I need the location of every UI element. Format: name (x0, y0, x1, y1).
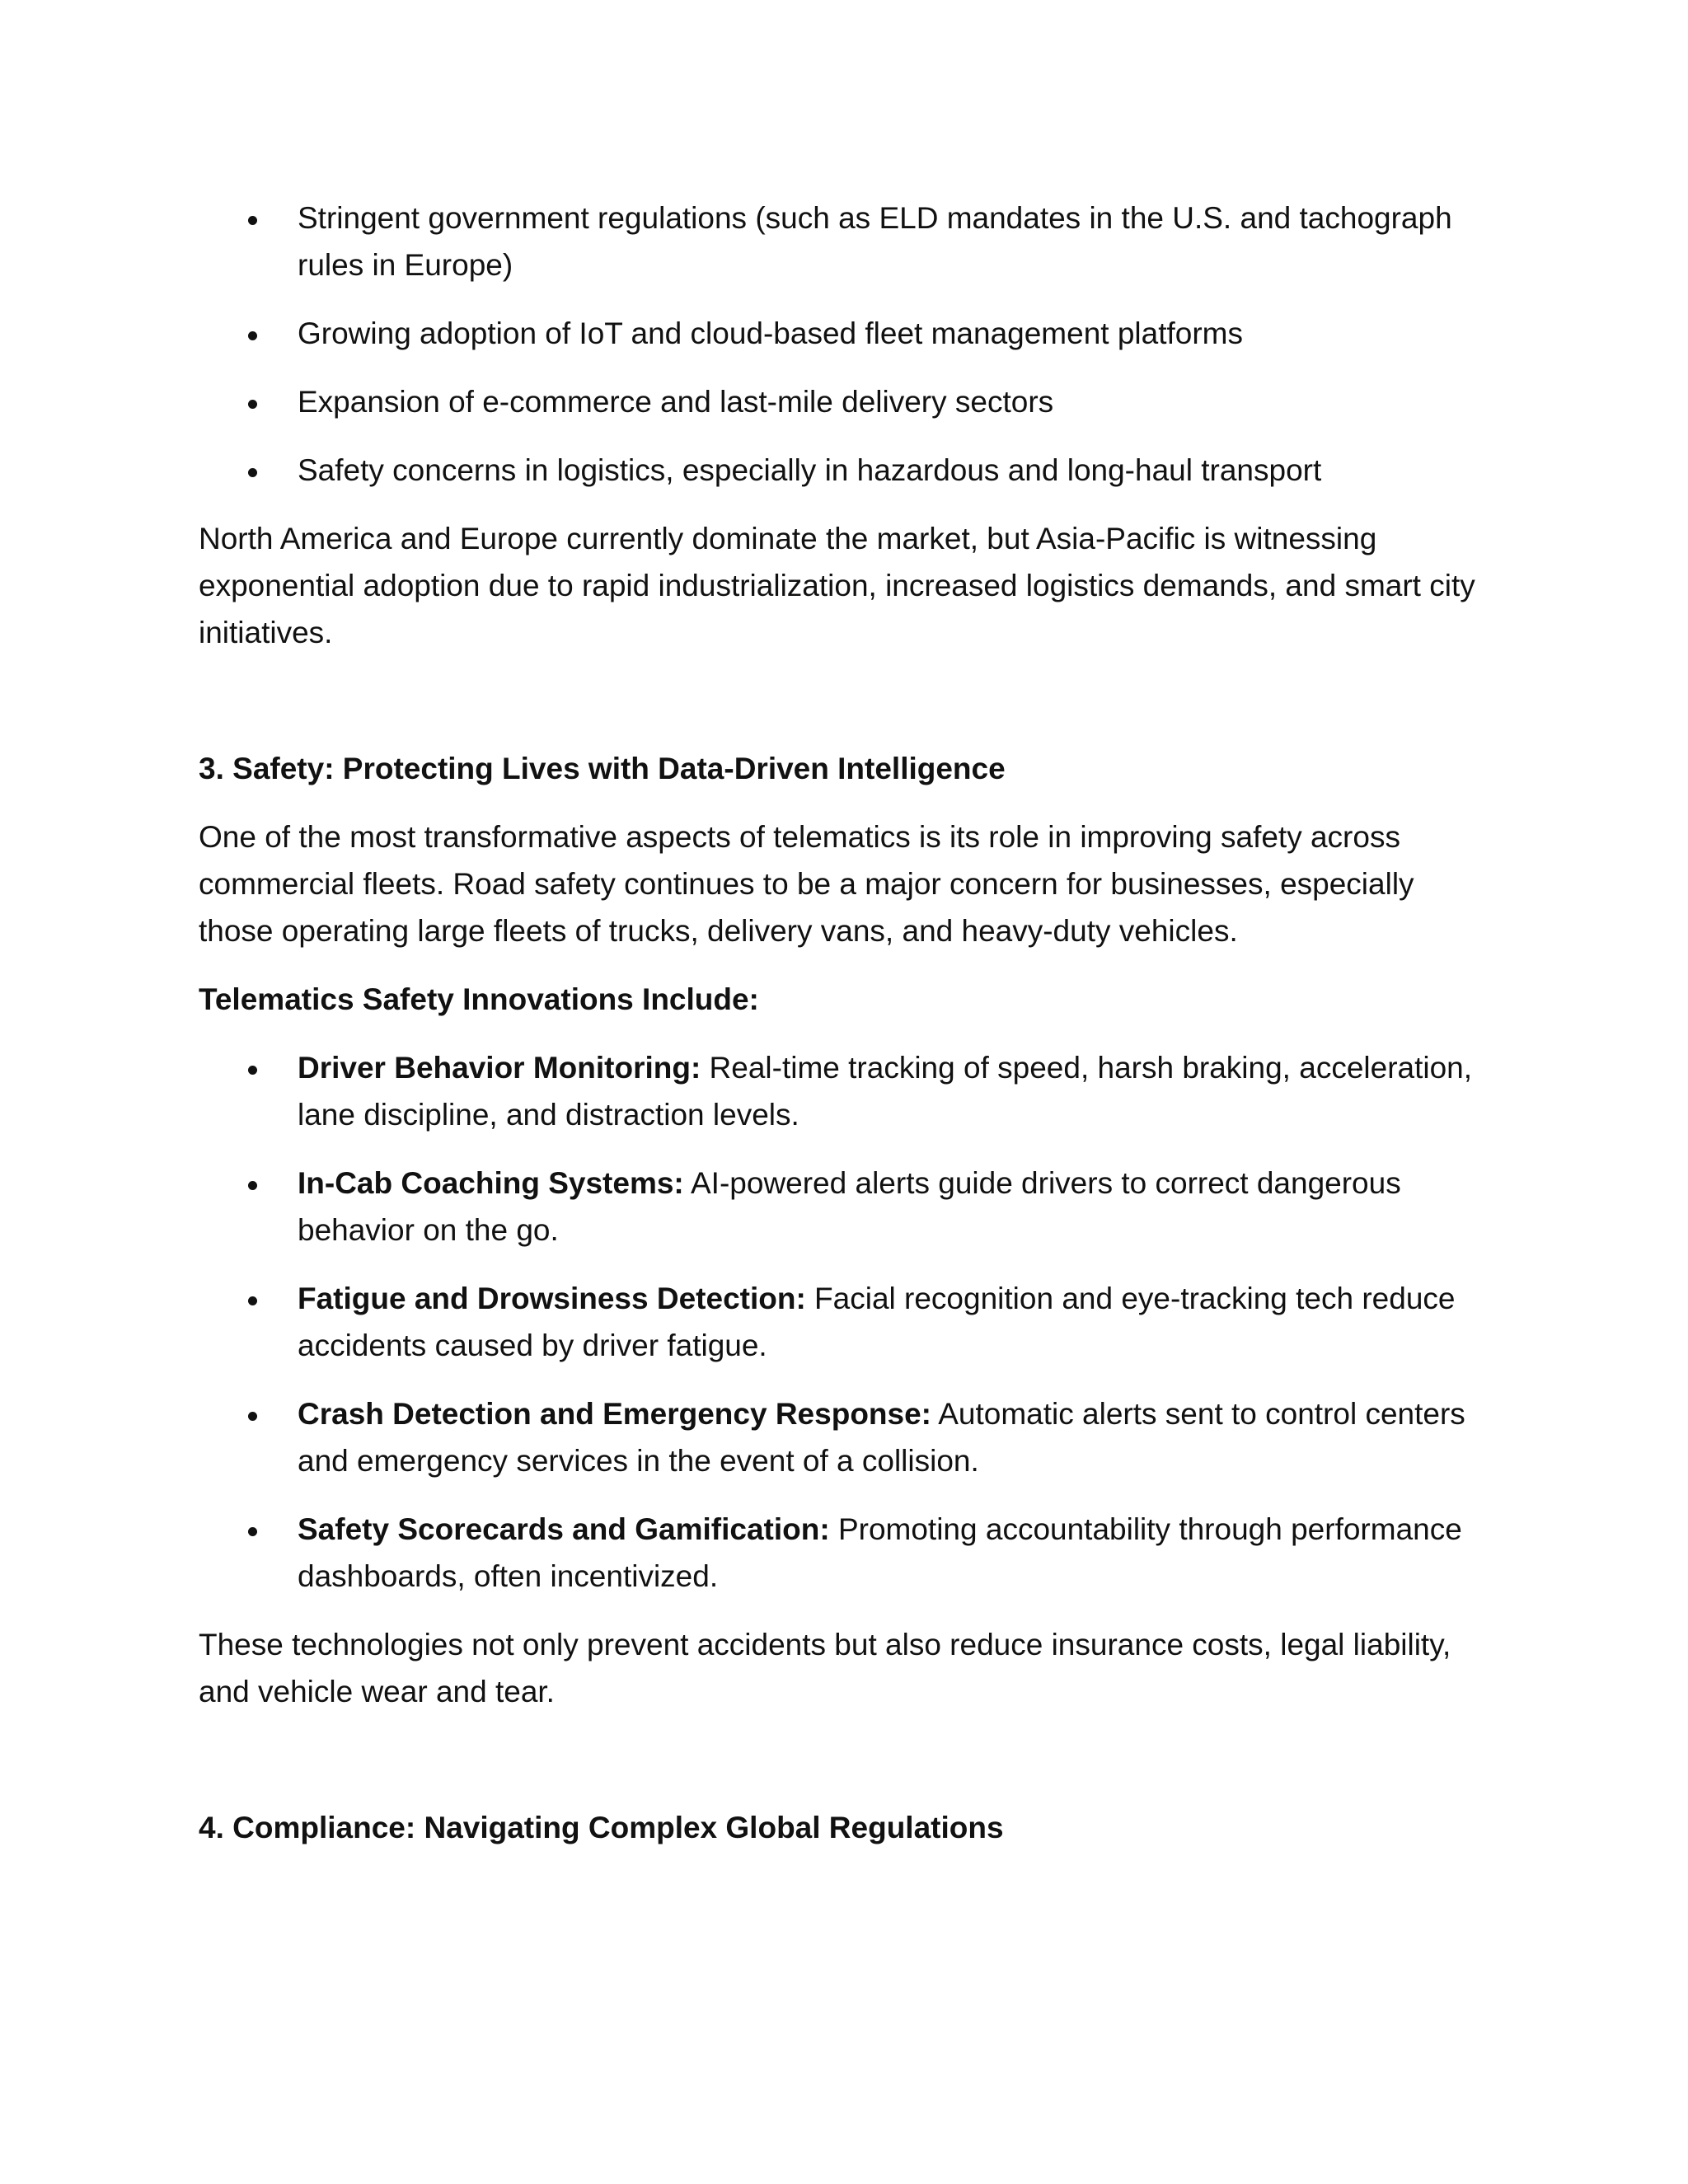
market-paragraph: North America and Europe currently dominate the market, but Asia-Pacific is witnessing exponential adoption due to rapid industrialization, increased logistics demands, and smart city initiatives. (199, 522, 1475, 649)
list-item (199, 378, 1493, 425)
section-spacer (199, 1736, 1493, 1804)
bullet-icon (248, 331, 257, 340)
section-4-heading: 4. Compliance: Navigating Complex Global Regulations (199, 1811, 1004, 1844)
market-drivers-list (199, 194, 1493, 494)
safety-innovations-list (199, 1044, 1493, 1600)
list-item (199, 1506, 1493, 1600)
bullet-icon (248, 1296, 257, 1305)
innovation-text: Automatic alerts sent to control centers and emergency services in the event of a collision. (298, 1397, 1465, 1478)
section-3-heading: 3. Safety: Protecting Lives with Data-Driven Intelligence (199, 752, 1006, 785)
bullet-icon (248, 216, 257, 225)
list-item-text: Growing adoption of IoT and cloud-based fleet management platforms (298, 316, 1243, 350)
list-item (199, 194, 1493, 288)
list-item (199, 447, 1493, 494)
innovation-term: Fatigue and Drowsiness Detection: (298, 1282, 806, 1315)
bullet-icon (248, 1412, 257, 1421)
bullet-icon (248, 1066, 257, 1075)
section-3-paragraph: One of the most transformative aspects of telematics is its role in improving safety across commercial fleets. Road safety continues to be a major concern for businesses, especially those operating large fleets of trucks, delivery vans, and heavy-duty vehicles. (199, 820, 1414, 948)
section-3-closing: These technologies not only prevent accidents but also reduce insurance costs, legal liability, and vehicle wear and tear. (199, 1628, 1451, 1708)
list-item (199, 310, 1493, 357)
innovation-term: Safety Scorecards and Gamification: (298, 1512, 830, 1546)
bullet-icon (248, 1527, 257, 1536)
list-item (199, 1390, 1493, 1484)
list-item-text: Stringent government regulations (such as ELD mandates in the U.S. and tachograph rules in Europe) (298, 201, 1452, 282)
innovation-text: Promoting accountability through performance dashboards, often incentivized. (298, 1512, 1462, 1593)
innovation-term: Driver Behavior Monitoring: (298, 1051, 701, 1085)
list-item-text: Expansion of e-commerce and last-mile delivery sectors (298, 385, 1054, 419)
bullet-icon (248, 1181, 257, 1190)
list-item-text: Safety concerns in logistics, especially in hazardous and long-haul transport (298, 453, 1322, 487)
list-item (199, 1044, 1493, 1138)
document-body (199, 194, 1493, 1872)
section-spacer (199, 677, 1493, 745)
innovation-text: Facial recognition and eye-tracking tech reduce accidents caused by driver fatigue. (298, 1282, 1456, 1362)
list-item (199, 1160, 1493, 1254)
innovation-term: In-Cab Coaching Systems: (298, 1166, 684, 1200)
list-item (199, 1275, 1493, 1369)
innovation-text: AI-powered alerts guide drivers to correct dangerous behavior on the go. (298, 1166, 1401, 1247)
innovation-term: Crash Detection and Emergency Response: (298, 1397, 931, 1431)
bullet-icon (248, 400, 257, 409)
bullet-icon (248, 468, 257, 477)
safety-innovations-subheading: Telematics Safety Innovations Include: (199, 982, 759, 1016)
innovation-text: Real-time tracking of speed, harsh braking, acceleration, lane discipline, and distraction levels. (298, 1051, 1473, 1132)
